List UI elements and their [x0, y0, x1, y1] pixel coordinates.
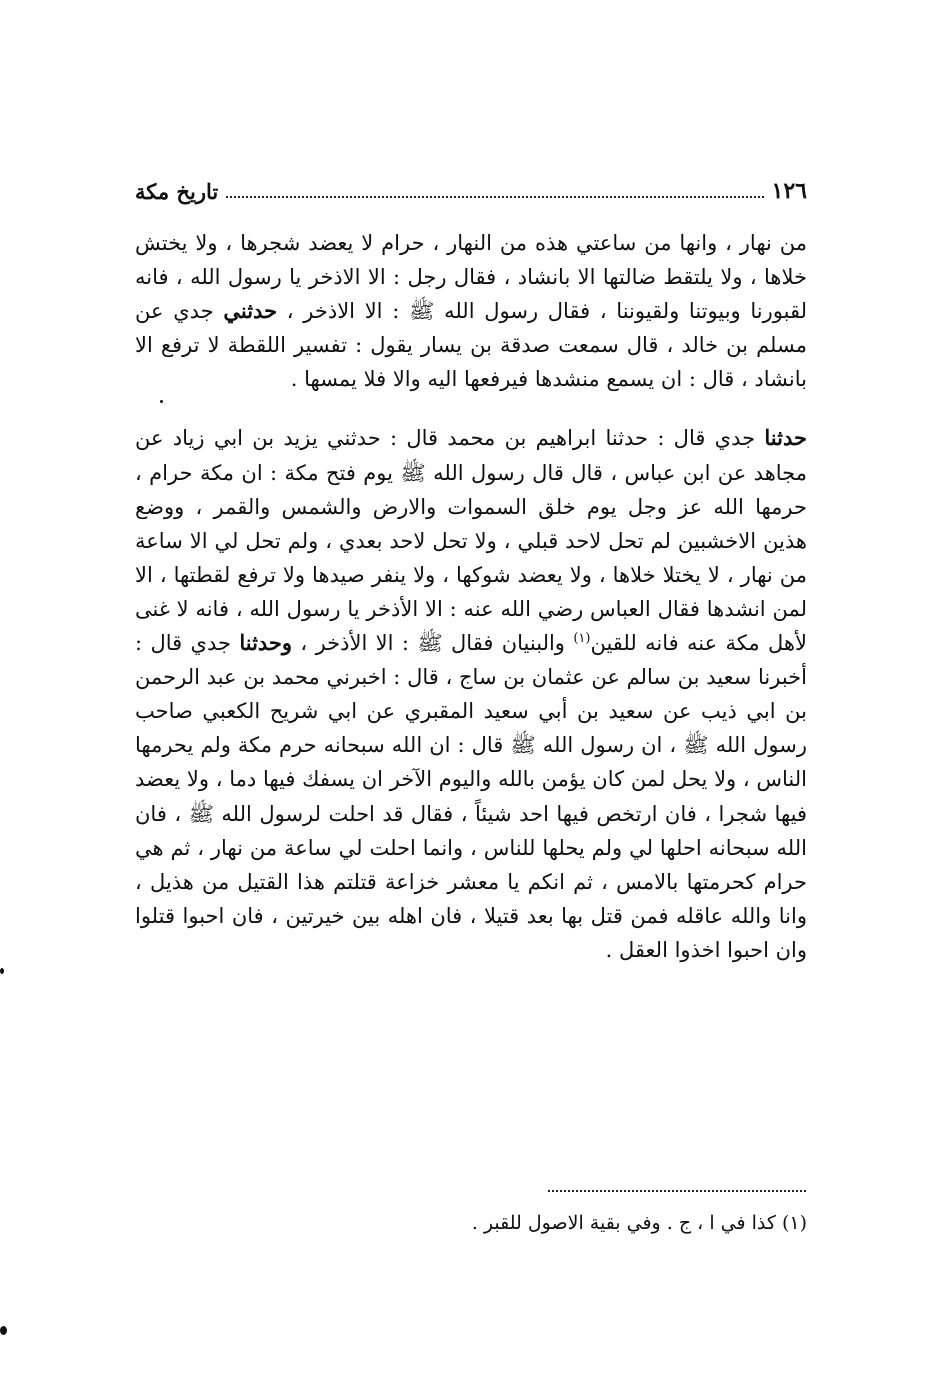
ink-speck	[0, 1326, 7, 1335]
paragraph-2	[135, 421, 807, 967]
ink-speck	[0, 968, 4, 974]
footnote: (١) كذا في ا ، ج . وفي بقية الاصول للقبر .	[471, 1212, 807, 1234]
footnote-separator	[548, 1190, 806, 1192]
page-number: ١٢٦	[771, 178, 807, 204]
ink-speck	[160, 400, 163, 403]
bold-keyword: حدثنا	[764, 425, 807, 451]
text-run: جدي قال : حدثنا ابراهيم بن محمد قال : حدثني يزيد بن ابي زياد عن مجاهد عن ابن عباس ، قال قال رسول الله ﷺ يوم فتح مكة : ان مكة حرام ، حرمها الله عز وجل يوم خلق السموات والارض والشمس والقمر ، ووضع هذين الاخشبين لم تحل لاحد قبلي ، ولا تحل لاحد بعدي ، ولم تحل لي الا ساعة من نهار ، لا يختلا خلاها ، ولا يعضد شوكها ، ولا ينفر صيدها ولا ترفع لقطتها ، الا لمن انشدها فقال العباس رضي الله عنه : الا الأذخر يا رسول الله ، فانه لا غنى لأهل مكة عنه فانه للقين	[135, 426, 807, 656]
paragraph-1	[135, 226, 807, 396]
running-header	[135, 176, 807, 206]
bold-keyword: حدثني	[223, 298, 278, 324]
text-run: جدي عن مسلم بن خالد ، قال سمعت صدقة بن يسار يقول : تفسير اللقطة لا ترفع الا بانشاد ، قال : ان يسمع منشدها فيرفعها اليه والا فلا يمسها .	[135, 299, 807, 392]
running-title: تاريخ مكة	[135, 178, 219, 204]
bold-keyword: وحدثنا	[239, 630, 293, 656]
text-run: جدي قال : أخبرنا سعيد بن سالم عن عثمان بن ساج ، قال : اخبرني محمد بن عبد الرحمن بن ابي ذيب عن سعيد بن أبي سعيد المقبري عن ابي شريح الكعبي صاحب رسول الله ﷺ ، ان رسول الله ﷺ قال : ان الله سبحانه حرم مكة ولم يحرمها الناس ، ولا يحل لمن كان يؤمن بالله واليوم الآخر ان يسفك فيها دما ، ولا يعضد فيها شجرا ، فان ارتخص فيها احد شيئاً ، فقال قد احلت لرسول الله ﷺ ، فان الله سبحانه احلها لي ولم يحلها للناس ، وانما احلت لي ساعة من نهار ، ثم هي حرام كحرمتها بالامس ، ثم انكم يا معشر خزاعة قتلتم هذا القتيل من هذيل ، وانا والله عاقله فمن قتل بها بعد قتيلا ، فان اهله بين خيرتين ، فان احبوا قتلوا وان احبوا اخذوا العقل .	[135, 631, 807, 962]
footnote-marker: (١)	[573, 631, 591, 647]
body-text	[135, 226, 807, 967]
text-run: والبنيان فقال ﷺ : الا الأذخر ،	[292, 631, 574, 656]
text-run: من نهار ، وانها من ساعتي هذه من النهار ، حرام لا يعضد شجرها ، ولا يختش خلاها ، ولا يلتقط ضالتها الا بانشاد ، فقال رجل : الا الاذخر يا رسول الله ، فانه لقبورنا وبيوتنا ولقيوننا ، فقال رسول الله ﷺ : الا الاذخر ،	[135, 231, 807, 324]
header-dot-leader	[226, 196, 763, 198]
